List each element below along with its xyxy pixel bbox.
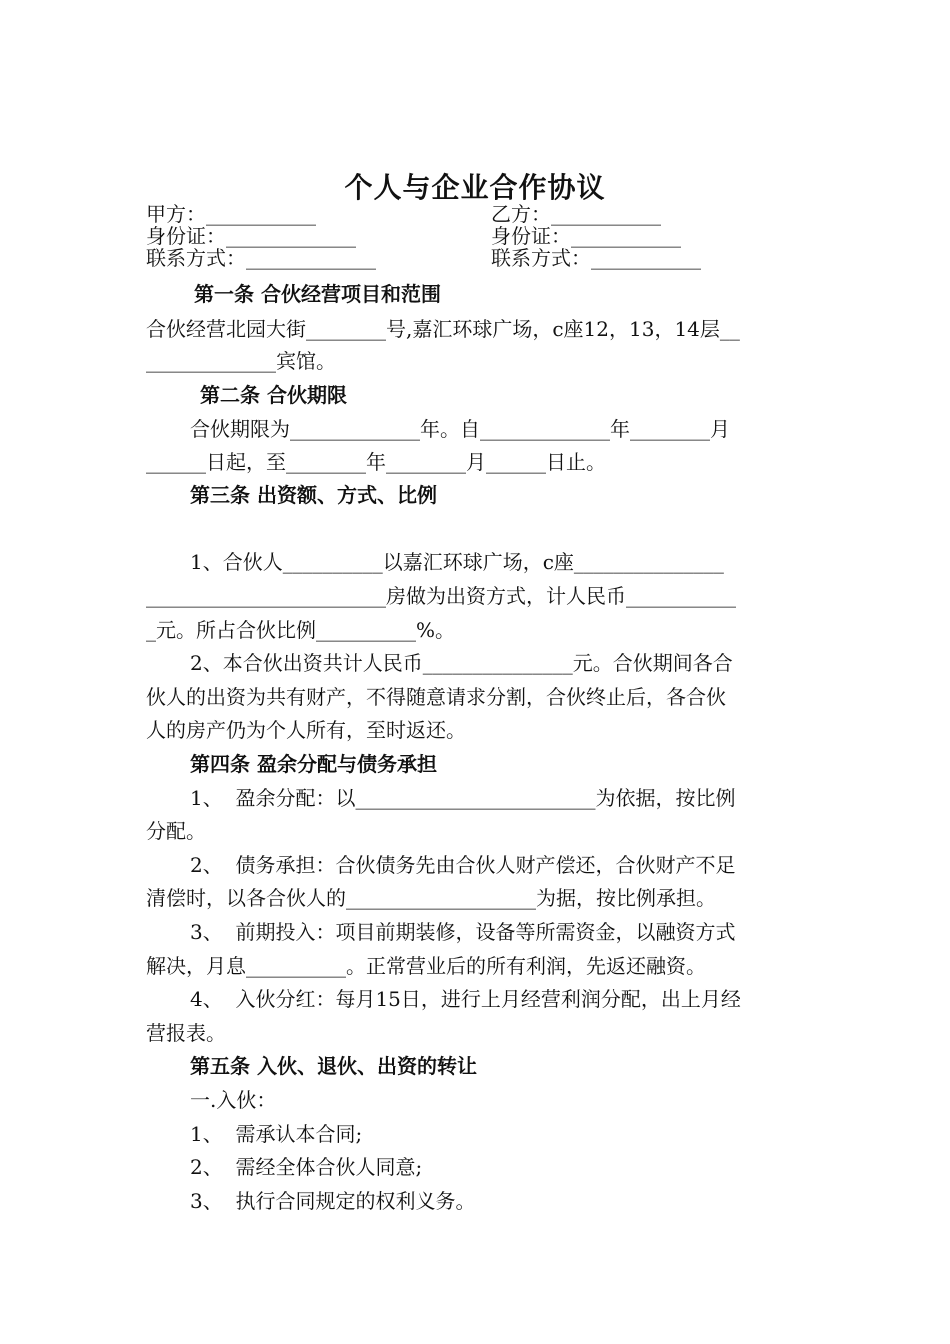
party-b-contact: 联系方式：___________ (491, 246, 701, 270)
article-1-heading: 第一条 合伙经营项目和范围 (194, 282, 441, 306)
article-3-line-1: 1、合伙人__________以嘉汇环球广场，c座_______________ (190, 550, 724, 574)
article-5-line-2: 1、 需承认本合同; (190, 1122, 363, 1146)
article-2-line-2: ______日起，至________年________月______日止。 (146, 450, 606, 474)
party-a-id: 身份证：_____________ (146, 224, 356, 248)
party-a-name: 甲方：___________ (146, 202, 316, 226)
party-b-name: 乙方：___________ (491, 202, 661, 226)
article-4-line-6: 解决，月息__________。正常营业后的所有利润，先返还融资。 (146, 954, 706, 978)
article-2-line-1: 合伙期限为_____________年。自_____________年________月 (190, 417, 730, 441)
document-title: 个人与企业合作协议 (344, 171, 606, 204)
article-4-line-3: 2、 债务承担：合伙债务先由合伙人财产偿还，合伙财产不足 (190, 853, 736, 877)
party-b-id: 身份证：___________ (491, 224, 681, 248)
article-3-line-6: 人的房产仍为个人所有，至时返还。 (146, 718, 466, 742)
article-4-line-4: 清偿时，以各合伙人的___________________为据，按比例承担。 (146, 886, 716, 910)
article-4-line-1: 1、 盈余分配：以________________________为依据，按比例 (190, 786, 736, 810)
article-1-line-1: 合伙经营北园大街________号,嘉汇环球广场，c座12，13，14层__ (146, 317, 740, 341)
article-4-line-7: 4、 入伙分红：每月15日，进行上月经营利润分配，出上月经 (190, 987, 741, 1011)
article-2-heading: 第二条 合伙期限 (200, 383, 347, 407)
article-3-line-4: 2、本合伙出资共计人民币_______________元。合伙期间各合 (190, 651, 733, 675)
article-3-line-5: 伙人的出资为共有财产，不得随意请求分割，合伙终止后，各合伙 (146, 685, 726, 709)
article-4-line-5: 3、 前期投入：项目前期装修，设备等所需资金，以融资方式 (190, 920, 736, 944)
article-4-line-2: 分配。 (146, 819, 206, 843)
article-1-line-2: _____________宾馆。 (146, 349, 336, 373)
article-5-heading: 第五条 入伙、退伙、出资的转让 (190, 1054, 477, 1078)
article-4-line-8: 营报表。 (146, 1021, 226, 1045)
article-5-line-3: 2、 需经全体合伙人同意; (190, 1155, 423, 1179)
article-5-line-1: 一.入伙： (190, 1088, 277, 1112)
article-3-line-2: ________________________房做为出资方式，计人民币___________ (146, 584, 736, 608)
article-3-heading: 第三条 出资额、方式、比例 (190, 483, 437, 507)
article-3-line-3: _元。所占合伙比例__________%。 (146, 618, 456, 642)
article-4-heading: 第四条 盈余分配与债务承担 (190, 752, 437, 776)
article-5-line-4: 3、 执行合同规定的权利义务。 (190, 1189, 476, 1213)
party-a-contact: 联系方式：_____________ (146, 246, 376, 270)
